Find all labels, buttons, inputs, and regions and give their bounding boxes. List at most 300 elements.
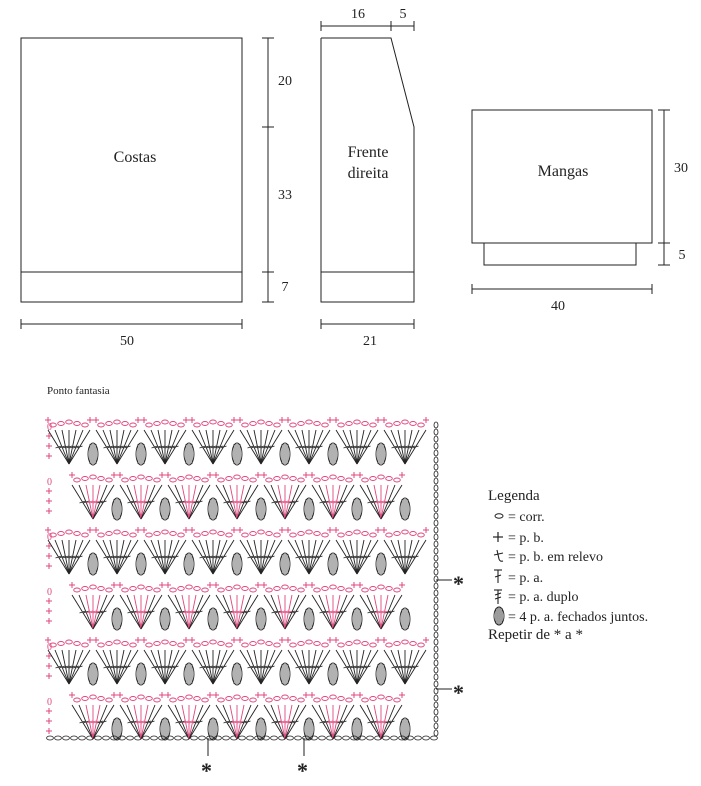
chain-stitch bbox=[210, 420, 217, 424]
chain-stitch bbox=[146, 423, 153, 427]
chain-stitch bbox=[191, 736, 198, 740]
chain-stitch bbox=[55, 736, 62, 740]
chain-stitch bbox=[338, 643, 345, 647]
chain-stitch bbox=[82, 423, 89, 427]
chain-stitch bbox=[370, 477, 377, 481]
chain-stitch bbox=[314, 698, 321, 702]
chain-stitch bbox=[362, 642, 369, 646]
chain-stitch bbox=[103, 736, 110, 740]
chain-stitch bbox=[287, 736, 294, 740]
chain-stitch bbox=[58, 532, 65, 536]
chain-stitch bbox=[66, 420, 73, 424]
stitch-chart bbox=[45, 417, 438, 740]
chain-stitch bbox=[186, 475, 193, 479]
chain-stitch bbox=[394, 588, 401, 592]
chain-stitch bbox=[314, 642, 321, 646]
chain-stitch bbox=[234, 475, 241, 479]
chain-stitch bbox=[138, 585, 145, 589]
chain-stitch bbox=[250, 532, 257, 536]
frente-width-label: 21 bbox=[363, 334, 377, 349]
chain-stitch bbox=[306, 420, 313, 424]
chain-stitch bbox=[130, 533, 137, 537]
cluster-stitch bbox=[328, 663, 338, 685]
chain-stitch bbox=[290, 587, 297, 591]
chain-stitch bbox=[106, 478, 113, 482]
chain-stitch bbox=[282, 585, 289, 589]
chain-stitch bbox=[66, 530, 73, 534]
chain-stitch bbox=[226, 697, 233, 701]
chain-stitch bbox=[378, 695, 385, 699]
chain-stitch bbox=[434, 653, 438, 659]
chain-stitch bbox=[314, 532, 321, 536]
cluster-stitch bbox=[256, 608, 266, 630]
chain-stitch bbox=[74, 478, 81, 482]
chain-stitch bbox=[362, 588, 369, 592]
chain-stitch bbox=[178, 697, 185, 701]
chain-stitch bbox=[202, 698, 209, 702]
chain-stitch bbox=[386, 423, 393, 427]
chain-stitch bbox=[434, 513, 438, 519]
chain-stitch bbox=[98, 697, 105, 701]
chain-stitch bbox=[322, 643, 329, 647]
cluster-stitch bbox=[400, 498, 410, 520]
row-marker: 0 bbox=[47, 642, 52, 653]
chain-stitch bbox=[370, 697, 377, 701]
mangas-schematic bbox=[472, 110, 670, 294]
chain-stitch bbox=[415, 736, 422, 740]
chain-stitch bbox=[178, 477, 185, 481]
chain-stitch bbox=[282, 695, 289, 699]
chain-stitch bbox=[271, 736, 278, 740]
chain-stitch bbox=[314, 478, 321, 482]
chain-stitch bbox=[58, 422, 65, 426]
chain-stitch bbox=[242, 477, 249, 481]
chain-stitch bbox=[74, 422, 81, 426]
cluster-stitch bbox=[328, 443, 338, 465]
chain-stitch bbox=[266, 642, 273, 646]
mangas-dim-30: 30 bbox=[674, 161, 688, 176]
costas-dim-7: 7 bbox=[281, 280, 289, 295]
chain-stitch bbox=[146, 697, 153, 701]
chain-stitch bbox=[431, 736, 438, 740]
legend-repeat-note: Repetir de * a * bbox=[488, 627, 583, 643]
chain-stitch bbox=[162, 640, 169, 644]
chain-stitch bbox=[335, 736, 342, 740]
chain-stitch bbox=[178, 423, 185, 427]
chain-stitch bbox=[74, 698, 81, 702]
chain-stitch bbox=[434, 639, 438, 645]
cluster-stitch bbox=[232, 443, 242, 465]
chain-stitch bbox=[274, 533, 281, 537]
chain-stitch bbox=[434, 702, 438, 708]
chain-stitch bbox=[186, 585, 193, 589]
chain-stitch bbox=[250, 422, 257, 426]
chain-stitch bbox=[402, 530, 409, 534]
chain-stitch bbox=[434, 499, 438, 505]
chain-stitch bbox=[298, 532, 305, 536]
chain-stitch bbox=[71, 736, 78, 740]
chain-stitch bbox=[194, 587, 201, 591]
legend bbox=[488, 488, 648, 643]
cluster-stitch bbox=[304, 608, 314, 630]
chain-stitch bbox=[74, 642, 81, 646]
chain-stitch bbox=[146, 533, 153, 537]
cluster-stitch bbox=[184, 443, 194, 465]
chain-stitch bbox=[346, 478, 353, 482]
chain-stitch bbox=[146, 643, 153, 647]
chain-stitch bbox=[434, 527, 438, 533]
chain-stitch bbox=[378, 585, 385, 589]
chain-stitch bbox=[319, 736, 326, 740]
chain-stitch bbox=[90, 585, 97, 589]
chain-stitch bbox=[178, 533, 185, 537]
chain-stitch bbox=[290, 643, 297, 647]
chain-stitch bbox=[170, 698, 177, 702]
chain-stitch bbox=[218, 698, 225, 702]
chain-stitch bbox=[170, 588, 177, 592]
legend-item-text: = p. b. bbox=[508, 531, 544, 546]
chain-stitch bbox=[226, 423, 233, 427]
chain-stitch bbox=[202, 422, 209, 426]
chain-stitch bbox=[218, 422, 225, 426]
row-marker: 0 bbox=[47, 477, 52, 488]
costas-panel bbox=[21, 38, 242, 302]
frente-dim-5: 5 bbox=[399, 7, 407, 22]
chain-stitch bbox=[434, 492, 438, 498]
chain-stitch bbox=[114, 420, 121, 424]
chain-stitch bbox=[434, 583, 438, 589]
chain-stitch bbox=[386, 587, 393, 591]
chain-stitch bbox=[202, 478, 209, 482]
chain-stitch bbox=[74, 588, 81, 592]
chain-stitch bbox=[122, 478, 129, 482]
chain-stitch bbox=[266, 478, 273, 482]
chain-stitch bbox=[394, 478, 401, 482]
chain-stitch bbox=[106, 532, 113, 536]
chain-stitch bbox=[434, 436, 438, 442]
chain-stitch bbox=[247, 736, 254, 740]
cluster-stitch bbox=[352, 498, 362, 520]
chain-stitch bbox=[274, 477, 281, 481]
chain-stitch bbox=[434, 646, 438, 652]
chain-stitch bbox=[434, 576, 438, 582]
chain-stitch bbox=[210, 640, 217, 644]
repeat-star-right-upper: * bbox=[453, 571, 464, 596]
chain-stitch bbox=[434, 723, 438, 729]
legend-item-text: = p. a. duplo bbox=[508, 590, 579, 605]
chain-stitch bbox=[434, 422, 438, 428]
chain-stitch bbox=[434, 520, 438, 526]
chain-stitch bbox=[79, 736, 86, 740]
chain-stitch bbox=[290, 533, 297, 537]
chain-stitch bbox=[370, 643, 377, 647]
chain-stitch bbox=[298, 478, 305, 482]
chain-stitch bbox=[266, 422, 273, 426]
chain-stitch bbox=[202, 588, 209, 592]
mangas-dim-5: 5 bbox=[678, 248, 686, 263]
chain-stitch bbox=[250, 588, 257, 592]
chain-stitch bbox=[90, 695, 97, 699]
chain-stitch bbox=[386, 477, 393, 481]
chain-stitch bbox=[338, 587, 345, 591]
chain-stitch bbox=[434, 632, 438, 638]
chain-stitch bbox=[394, 422, 401, 426]
chain-stitch bbox=[434, 464, 438, 470]
chain-stitch bbox=[162, 530, 169, 534]
chain-stitch bbox=[154, 422, 161, 426]
costas-dim-33: 33 bbox=[278, 188, 292, 203]
chain-stitch bbox=[234, 695, 241, 699]
chain-stitch bbox=[306, 530, 313, 534]
cluster-stitch bbox=[136, 443, 146, 465]
chain-stitch bbox=[130, 643, 137, 647]
cluster-stitch bbox=[136, 663, 146, 685]
chain-stitch bbox=[106, 588, 113, 592]
chain-stitch bbox=[434, 604, 438, 610]
chain-stitch bbox=[346, 588, 353, 592]
treble-crochet-icon bbox=[494, 590, 502, 604]
cluster-stitch bbox=[208, 498, 218, 520]
chain-stitch bbox=[226, 477, 233, 481]
chain-stitch bbox=[194, 477, 201, 481]
legend-title: Legenda bbox=[488, 488, 540, 504]
legend-item-text: = p. b. em relevo bbox=[508, 550, 603, 565]
chain-stitch bbox=[423, 736, 430, 740]
chain-stitch bbox=[434, 660, 438, 666]
chain-stitch bbox=[82, 587, 89, 591]
chain-stitch bbox=[394, 642, 401, 646]
frente-dim-16: 16 bbox=[351, 7, 365, 22]
chain-stitch bbox=[170, 478, 177, 482]
chain-stitch bbox=[146, 477, 153, 481]
chain-stitch bbox=[410, 642, 417, 646]
legend-item-text: = p. a. bbox=[508, 571, 544, 586]
costas-width-label: 50 bbox=[120, 334, 134, 349]
chain-stitch bbox=[386, 643, 393, 647]
cluster-stitch bbox=[184, 553, 194, 575]
chain-stitch bbox=[98, 423, 105, 427]
chain-stitch bbox=[343, 736, 350, 740]
cluster-stitch bbox=[160, 498, 170, 520]
cluster-stitch bbox=[112, 498, 122, 520]
cluster-4dc-icon bbox=[494, 607, 504, 625]
chain-stitch bbox=[434, 450, 438, 456]
row-marker: 0 bbox=[47, 587, 52, 598]
chain-stitch bbox=[178, 587, 185, 591]
chain-stitch bbox=[298, 588, 305, 592]
chain-stitch bbox=[274, 423, 281, 427]
chain-stitch bbox=[306, 640, 313, 644]
chain-stitch bbox=[367, 736, 374, 740]
chain-stitch bbox=[434, 478, 438, 484]
chain-stitch bbox=[127, 736, 134, 740]
chain-stitch bbox=[434, 569, 438, 575]
mangas-cuff bbox=[484, 243, 636, 265]
chain-stitch bbox=[239, 736, 246, 740]
chain-stitch bbox=[434, 443, 438, 449]
chain-stitch bbox=[82, 697, 89, 701]
row-marker: 0 bbox=[47, 532, 52, 543]
chain-stitch bbox=[82, 533, 89, 537]
chain-stitch bbox=[378, 475, 385, 479]
chain-stitch bbox=[162, 420, 169, 424]
repeat-star-bottom-left: * bbox=[201, 758, 212, 783]
chain-stitch bbox=[434, 625, 438, 631]
chain-stitch bbox=[223, 736, 230, 740]
chain-stitch bbox=[170, 422, 177, 426]
chain-stitch bbox=[346, 698, 353, 702]
chain-stitch bbox=[362, 422, 369, 426]
chain-stitch bbox=[266, 532, 273, 536]
chain-stitch bbox=[434, 618, 438, 624]
chain-stitch bbox=[47, 736, 54, 740]
chain-stitch bbox=[338, 697, 345, 701]
chain-stitch bbox=[98, 533, 105, 537]
costas-label: Costas bbox=[113, 149, 157, 166]
chain-stitch bbox=[194, 697, 201, 701]
chain-stitch bbox=[74, 532, 81, 536]
legend-item-text: = 4 p. a. fechados juntos. bbox=[508, 610, 649, 625]
chain-stitch bbox=[322, 697, 329, 701]
chain-stitch bbox=[194, 643, 201, 647]
frente-label-line2: direita bbox=[347, 165, 389, 182]
chain-stitch bbox=[226, 643, 233, 647]
chain-stitch bbox=[210, 530, 217, 534]
chain-stitch bbox=[298, 422, 305, 426]
chain-stitch bbox=[410, 422, 417, 426]
chain-stitch bbox=[106, 698, 113, 702]
chain-stitch bbox=[386, 533, 393, 537]
cluster-stitch bbox=[208, 608, 218, 630]
chain-stitch bbox=[218, 642, 225, 646]
chain-stitch bbox=[274, 643, 281, 647]
chain-stitch bbox=[314, 588, 321, 592]
chain-stitch bbox=[290, 423, 297, 427]
chain-stitch bbox=[199, 736, 206, 740]
chain-stitch bbox=[234, 585, 241, 589]
chain-stitch bbox=[434, 457, 438, 463]
chain-stitch bbox=[410, 532, 417, 536]
chain-stitch bbox=[402, 420, 409, 424]
chain-stitch bbox=[434, 674, 438, 680]
mangas-label: Mangas bbox=[537, 163, 589, 180]
chain-stitch bbox=[434, 597, 438, 603]
chain-stitch bbox=[170, 532, 177, 536]
chain-stitch bbox=[330, 695, 337, 699]
chain-stitch bbox=[386, 697, 393, 701]
cluster-stitch bbox=[232, 663, 242, 685]
chain-stitch bbox=[370, 587, 377, 591]
chain-stitch bbox=[266, 588, 273, 592]
cluster-stitch bbox=[232, 553, 242, 575]
chain-stitch bbox=[434, 429, 438, 435]
costas-schematic bbox=[21, 38, 274, 329]
chain-stitch bbox=[154, 698, 161, 702]
cluster-stitch bbox=[352, 608, 362, 630]
chain-stitch bbox=[370, 423, 377, 427]
cluster-stitch bbox=[400, 608, 410, 630]
chain-stitch bbox=[250, 642, 257, 646]
cluster-stitch bbox=[304, 498, 314, 520]
chain-stitch bbox=[434, 562, 438, 568]
cluster-stitch bbox=[280, 663, 290, 685]
repeat-star-bottom-right: * bbox=[297, 758, 308, 783]
chain-stitch bbox=[122, 532, 129, 536]
cluster-stitch bbox=[88, 663, 98, 685]
chain-stitch bbox=[434, 681, 438, 687]
chain-stitch bbox=[362, 478, 369, 482]
chain-stitch bbox=[186, 695, 193, 699]
chain-stitch bbox=[338, 477, 345, 481]
chain-stitch bbox=[354, 420, 361, 424]
chain-stitch bbox=[146, 587, 153, 591]
chain-stitch bbox=[434, 667, 438, 673]
chain-stitch bbox=[122, 642, 129, 646]
chain-stitch bbox=[95, 736, 102, 740]
chain-stitch bbox=[434, 548, 438, 554]
cluster-stitch bbox=[88, 553, 98, 575]
chain-stitch bbox=[434, 590, 438, 596]
chain-stitch bbox=[151, 736, 158, 740]
chain-stitch bbox=[98, 587, 105, 591]
raised-single-crochet-icon bbox=[494, 550, 503, 561]
cluster-stitch bbox=[256, 498, 266, 520]
chain-stitch bbox=[114, 640, 121, 644]
chain-stitch bbox=[138, 475, 145, 479]
chain-stitch bbox=[130, 697, 137, 701]
chain-stitch bbox=[258, 530, 265, 534]
chain-stitch bbox=[154, 642, 161, 646]
chain-stitch-icon bbox=[495, 514, 503, 518]
chain-stitch bbox=[258, 420, 265, 424]
chain-stitch bbox=[266, 698, 273, 702]
chain-stitch bbox=[175, 736, 182, 740]
chain-stitch bbox=[418, 533, 425, 537]
chain-stitch bbox=[434, 695, 438, 701]
chain-stitch bbox=[194, 423, 201, 427]
chain-stitch bbox=[362, 532, 369, 536]
chain-stitch bbox=[434, 485, 438, 491]
chain-stitch bbox=[394, 698, 401, 702]
cluster-stitch bbox=[112, 608, 122, 630]
chain-stitch bbox=[130, 423, 137, 427]
chain-stitch bbox=[122, 588, 129, 592]
chain-stitch bbox=[346, 642, 353, 646]
chain-stitch bbox=[242, 643, 249, 647]
chain-stitch bbox=[98, 477, 105, 481]
chain-stitch bbox=[178, 643, 185, 647]
chain-stitch bbox=[130, 587, 137, 591]
chain-stitch bbox=[394, 532, 401, 536]
chain-stitch bbox=[218, 588, 225, 592]
chain-stitch bbox=[434, 506, 438, 512]
chain-stitch bbox=[122, 698, 129, 702]
chain-stitch bbox=[418, 643, 425, 647]
repeat-star-right-lower: * bbox=[453, 680, 464, 705]
double-crochet-icon bbox=[494, 570, 502, 583]
cluster-stitch bbox=[328, 553, 338, 575]
chain-stitch bbox=[295, 736, 302, 740]
chain-stitch bbox=[362, 698, 369, 702]
chain-stitch bbox=[298, 698, 305, 702]
chain-stitch bbox=[250, 478, 257, 482]
chain-stitch bbox=[290, 697, 297, 701]
chain-stitch bbox=[434, 541, 438, 547]
chain-stitch bbox=[106, 642, 113, 646]
chain-stitch bbox=[290, 477, 297, 481]
chain-stitch bbox=[122, 422, 129, 426]
chain-stitch bbox=[314, 422, 321, 426]
